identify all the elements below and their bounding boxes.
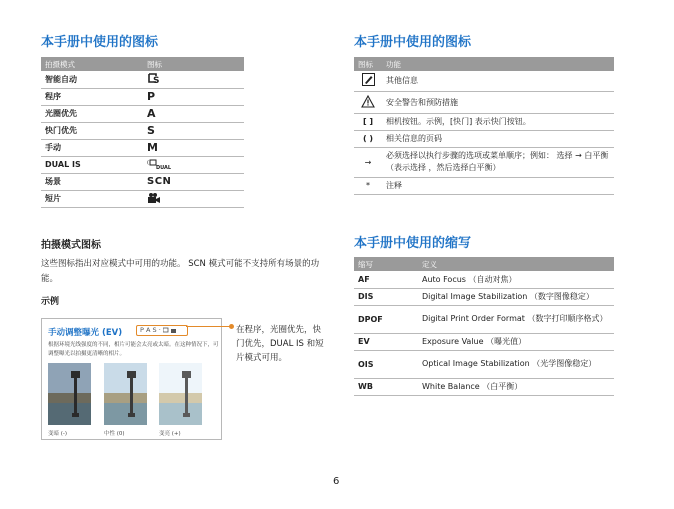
definition-cell: Optical Image Stabilization （光学图像稳定）: [418, 350, 614, 378]
svg-text:DUAL: DUAL: [156, 164, 172, 170]
mode-name: 智能自动: [41, 71, 143, 88]
function-col-header: 功能: [382, 57, 614, 71]
example-mode-letters: P A S ·: [140, 326, 161, 334]
asterisk-symbol: *: [354, 177, 382, 194]
movie-icon: [143, 190, 244, 207]
abbr-cell: DPOF: [354, 305, 418, 333]
svg-text:S: S: [153, 76, 160, 85]
thumbnail-dark: [48, 363, 91, 425]
definition-cell: White Balance （白平衡）: [418, 378, 614, 395]
definition-cell: Digital Print Order Format （数字打印顺序格式）: [418, 305, 614, 333]
example-dual-movie-icon: [163, 326, 177, 334]
arrow-symbol: →: [354, 147, 382, 177]
abbr-cell: DIS: [354, 288, 418, 305]
shutter-mode-icon: S: [143, 122, 244, 139]
abbreviation-table: [354, 257, 614, 396]
thumbnail-neutral: [104, 363, 147, 425]
smart-auto-icon: [143, 71, 244, 88]
definition-cell: Exposure Value （曝光值）: [418, 333, 614, 350]
example-mode-icons: [136, 325, 188, 336]
dual-is-icon: [143, 156, 244, 173]
function-icon-table: [354, 57, 614, 195]
icon-col-header: 图标: [143, 57, 244, 71]
bracket-symbol: [ ]: [354, 113, 382, 130]
abbr-col-header: 缩写: [354, 257, 418, 271]
example-box-description: 根据环境光线强度的不同，相片可能会太亮或太暗。在这种情况下，可调整曝光以拍摄更清晰的相片。: [48, 342, 219, 357]
function-text: 相机按钮。示例，[快门] 表示快门按钮。: [382, 113, 614, 130]
abbr-cell: OIS: [354, 350, 418, 378]
callout-text: 在程序，光圈优先，快门优先，DUAL IS 和短片模式可用。: [236, 325, 324, 363]
icon-col-header: 图标: [354, 57, 382, 71]
left-section-title: 本手册中使用的图标: [41, 35, 159, 50]
definition-col-header: 定义: [418, 257, 614, 271]
mode-name: 场景: [41, 173, 143, 190]
mode-name: 短片: [41, 190, 143, 207]
mode-name: 快门优先: [41, 122, 143, 139]
function-text: 必须选择以执行步骤的选项或菜单顺序；例如： 选择 → 白平衡（表示选择 ，然后选择白平衡）: [382, 147, 614, 177]
right-section-title: 本手册中使用的图标: [354, 35, 472, 50]
mode-icon-table: [41, 57, 244, 208]
parenthesis-symbol: ( ): [354, 130, 382, 147]
shooting-icons-title: 拍摄模式图标: [41, 240, 101, 251]
callout-line: [186, 326, 231, 327]
mode-col-header: 拍摄模式: [41, 57, 143, 71]
program-mode-icon: P: [143, 88, 244, 105]
function-text: 注释: [382, 177, 614, 194]
abbr-cell: AF: [354, 271, 418, 288]
definition-cell: Auto Focus （自动对焦）: [418, 271, 614, 288]
example-box: [41, 318, 222, 440]
mode-name: DUAL IS: [41, 156, 143, 173]
thumbnail-label-neutral: 中性 (0): [104, 431, 125, 437]
thumbnail-bright: [159, 363, 202, 425]
svg-text:(: (: [147, 159, 149, 166]
scene-mode-icon: SCN: [143, 173, 244, 190]
thumbnail-label-dark: 变暗 (-): [48, 431, 68, 437]
manual-mode-icon: M: [143, 139, 244, 156]
callout-dot: [229, 324, 234, 329]
function-text: 安全警告和预防措施: [382, 91, 614, 113]
abbr-cell: EV: [354, 333, 418, 350]
mode-name: 程序: [41, 88, 143, 105]
abbr-cell: WB: [354, 378, 418, 395]
aperture-mode-icon: A: [143, 105, 244, 122]
page-number: 6: [333, 476, 340, 487]
mode-name: 手动: [41, 139, 143, 156]
note-icon: [354, 71, 382, 91]
abbreviation-section-title: 本手册中使用的缩写: [354, 236, 472, 251]
definition-cell: Digital Image Stabilization （数字图像稳定）: [418, 288, 614, 305]
warning-icon: [354, 91, 382, 113]
function-text: 其他信息: [382, 71, 614, 91]
mode-name: 光圈优先: [41, 105, 143, 122]
example-box-title: 手动调整曝光 (EV): [48, 328, 123, 338]
thumbnail-label-bright: 变亮 (+): [159, 431, 181, 437]
example-title: 示例: [41, 297, 60, 307]
shooting-icons-text: 这些图标指出对应模式中可用的功能。 SCN 模式可能不支持所有场景的功能。: [41, 259, 320, 284]
function-text: 相关信息的页码: [382, 130, 614, 147]
